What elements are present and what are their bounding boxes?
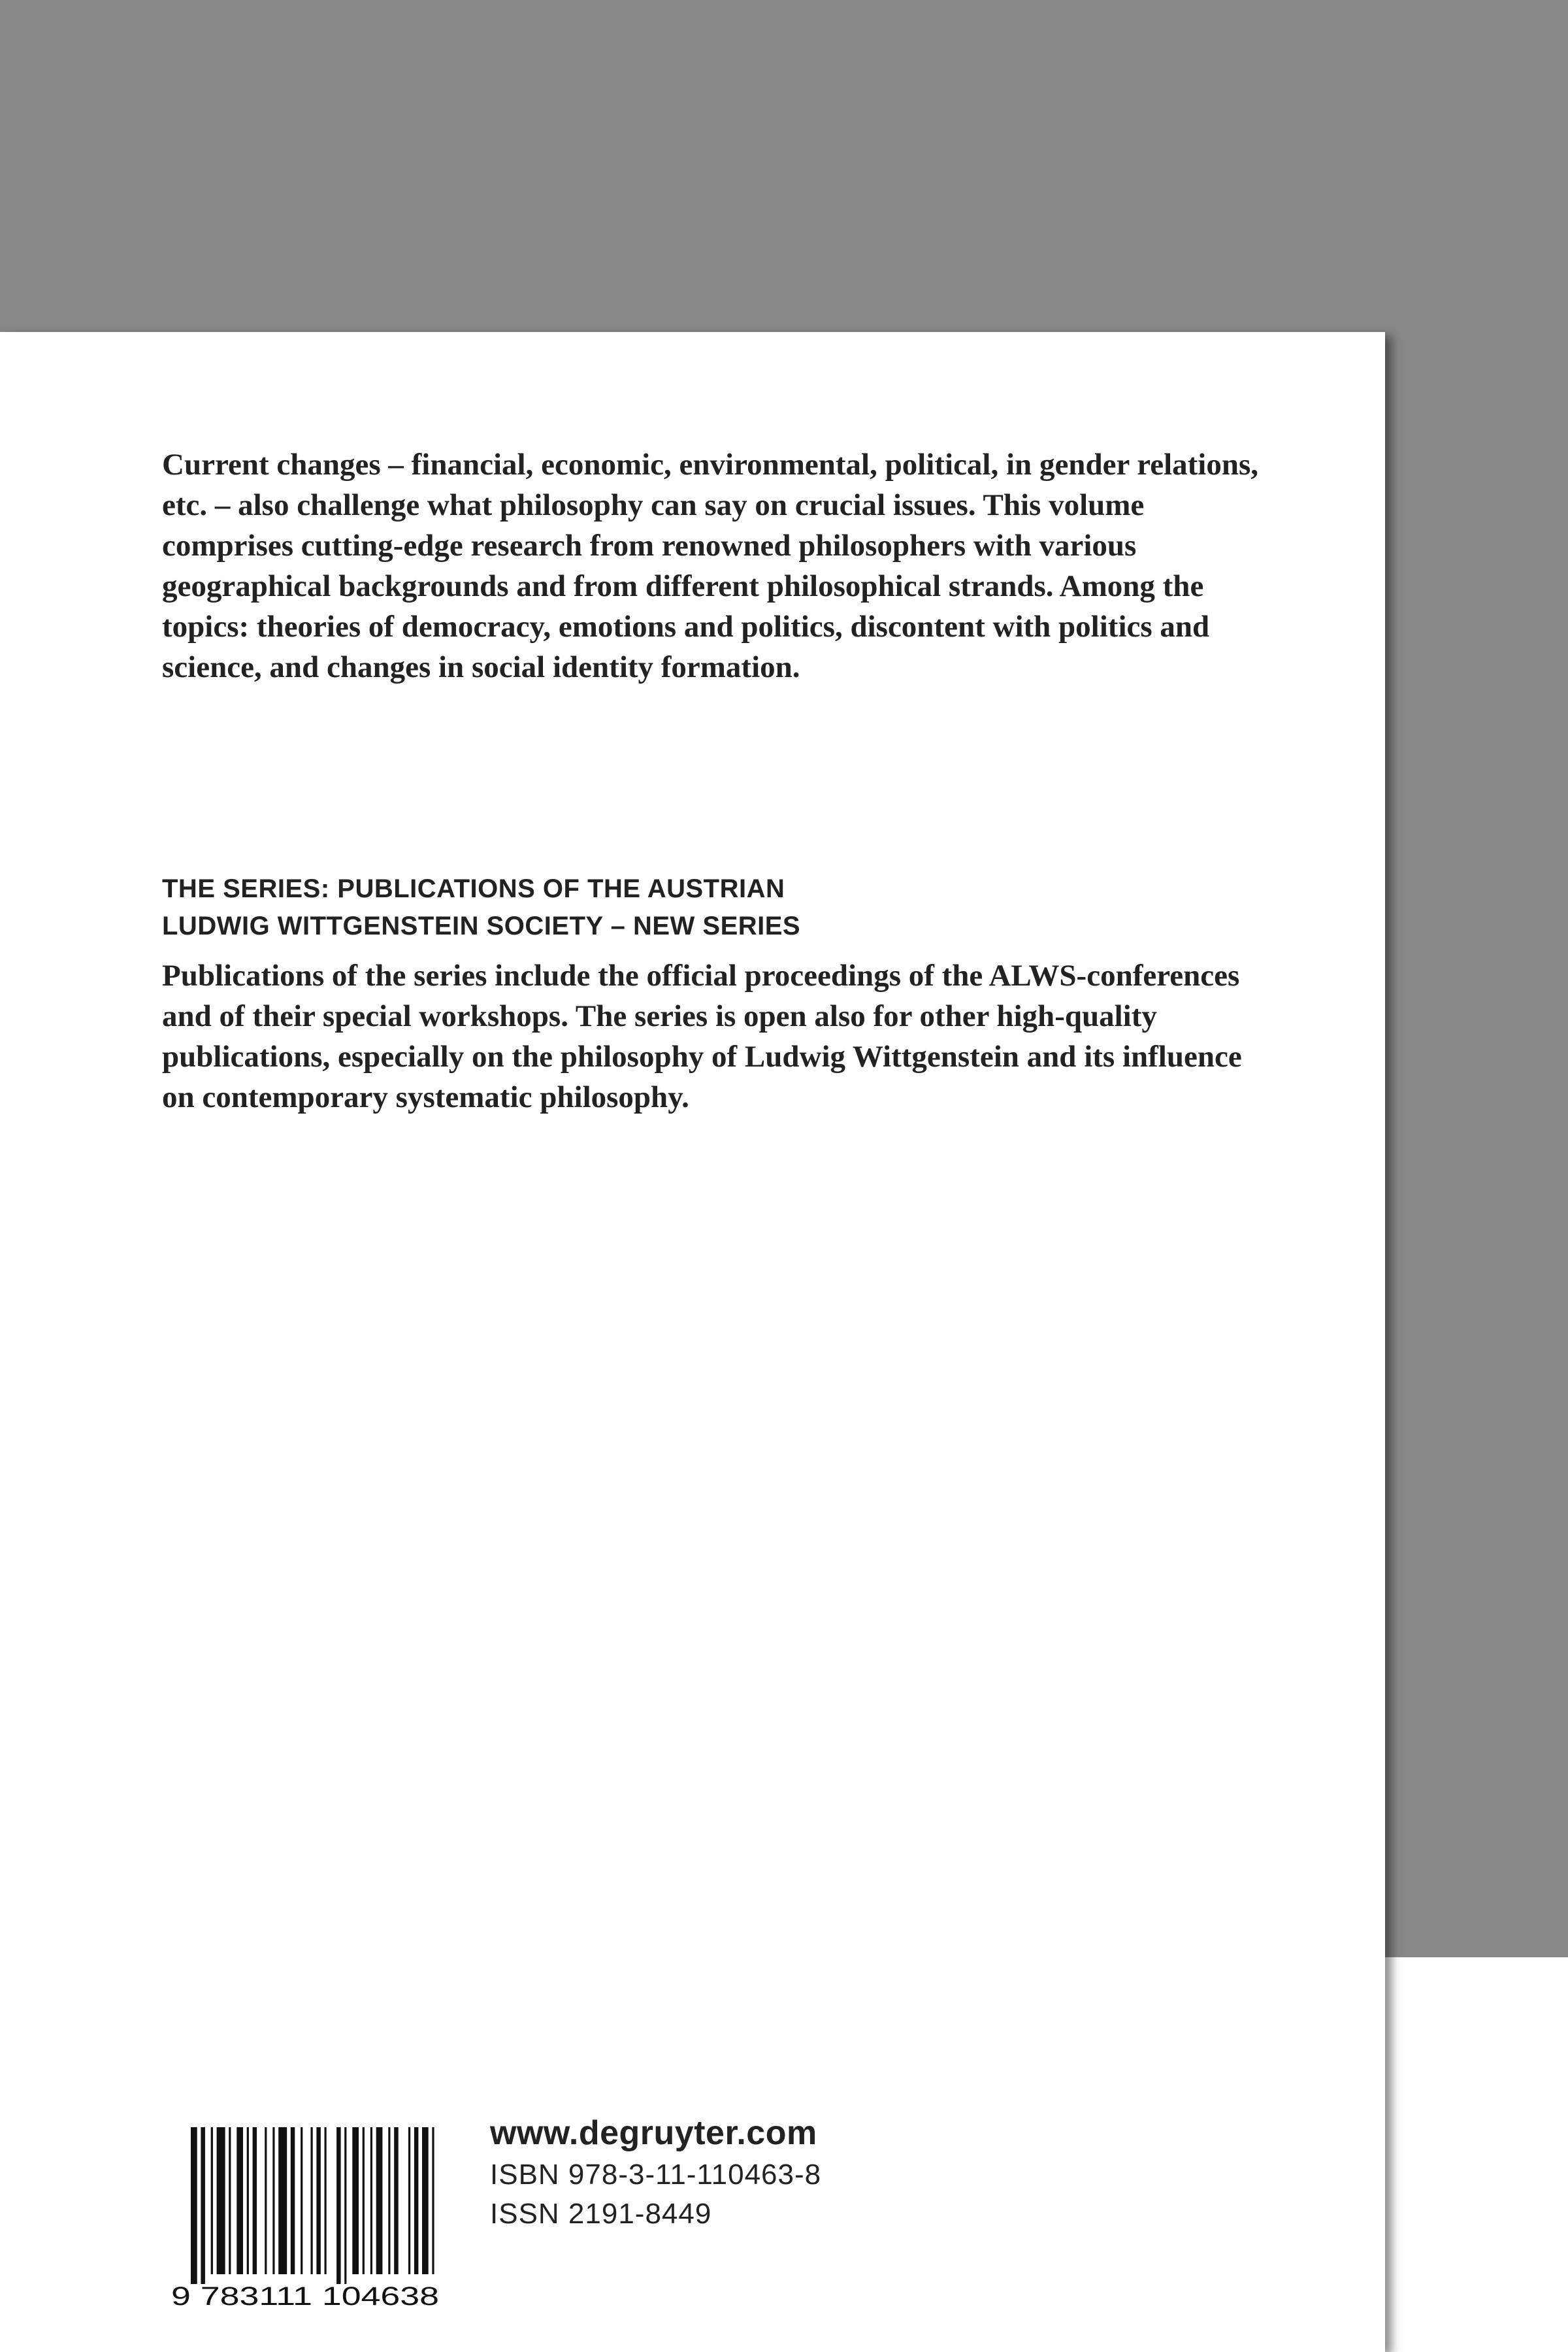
barcode-bar [388, 2127, 390, 2274]
barcode-bar [376, 2127, 383, 2274]
barcode-bar [217, 2127, 225, 2274]
barcode-bar [191, 2127, 197, 2284]
series-heading-line-1: THE SERIES: PUBLICATIONS OF THE AUSTRIAN [162, 874, 785, 903]
barcode-bar [432, 2127, 434, 2274]
publisher-imprint [490, 2111, 821, 2234]
series-description: Publications of the series include the official proceedings of the ALWS-conferences and of their special workshops. The series is open also for other high-quality publications, especially on the philosophy of Ludwig Wittgenstein and its influence on contemporary systematic philosophy. [162, 959, 1242, 1114]
barcode-image [171, 2127, 446, 2310]
barcode-bar [265, 2127, 267, 2274]
barcode-bar [316, 2127, 321, 2274]
barcode-bar [325, 2127, 327, 2274]
barcode-bar [247, 2127, 249, 2274]
series-heading-line-2: LUDWIG WITTGENSTEIN SOCIETY – NEW SERIES [162, 912, 801, 940]
isbn-number: ISBN 978-3-11-110463-8 [490, 2159, 822, 2191]
book-description: Current changes – financial, economic, environmental, political, in gender relations, etc. – also challenge what philosophy can say on crucial issues. This volume comprises cutting-edge research from renowned philosophers with various geographical backgrounds and from different philosophical strands. Among the topics: theories of democracy, emotions and politics, discontent with politics and science, and changes in social identity formation. [162, 448, 1259, 684]
series-heading [162, 870, 1273, 945]
publisher-website-link[interactable]: www.degruyter.com [490, 2114, 817, 2152]
barcode-bar [336, 2127, 341, 2284]
barcode-bar [414, 2127, 419, 2274]
barcode-bar [201, 2127, 205, 2284]
barcode-bar [301, 2127, 302, 2274]
barcode-bar [237, 2127, 243, 2274]
barcode-bar [394, 2127, 399, 2274]
barcode-bar [408, 2127, 410, 2274]
isbn-barcode [171, 2127, 446, 2310]
barcode-digits: 9 783111 104638 [171, 2282, 439, 2310]
barcode-bar [344, 2127, 346, 2284]
issn-number: ISSN 2191-8449 [490, 2198, 712, 2230]
barcode-bar [272, 2127, 274, 2274]
barcode-bar [278, 2127, 287, 2274]
barcode-bar [352, 2127, 359, 2274]
barcode-bar [311, 2127, 313, 2274]
barcode-bar [229, 2127, 231, 2274]
barcode-bar [291, 2127, 295, 2274]
barcode-bar [363, 2127, 365, 2274]
barcode-bar [422, 2127, 429, 2274]
barcode-bar [211, 2127, 213, 2274]
barcode-bar [370, 2127, 372, 2274]
barcode-bar [253, 2127, 257, 2274]
